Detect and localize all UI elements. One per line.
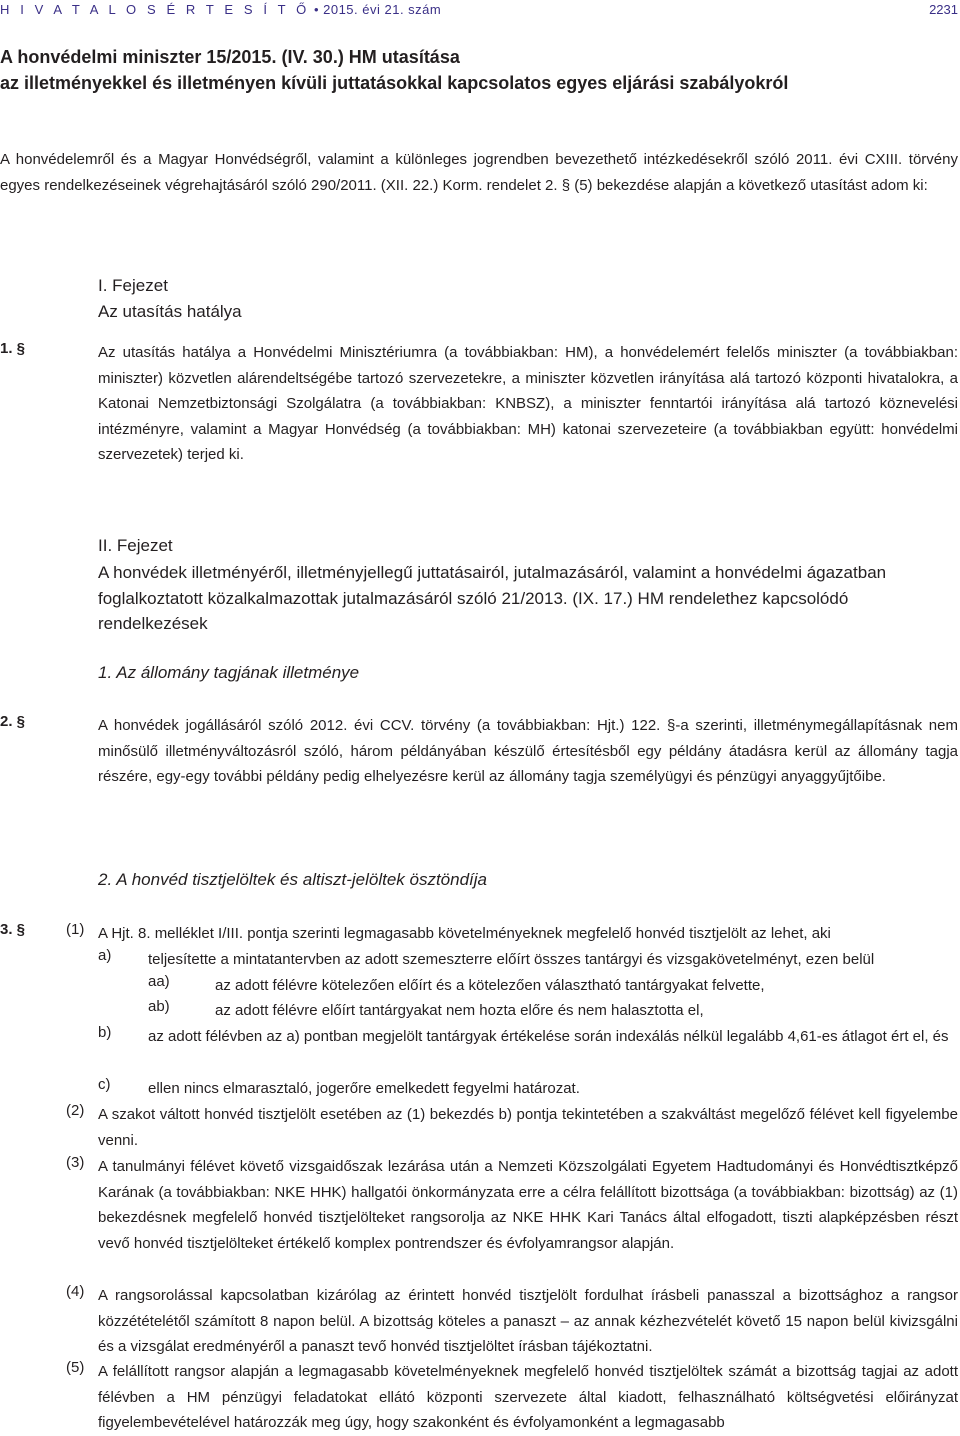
publication-name: H I V A T A L O S É R T E S Í T Ő: [0, 2, 310, 17]
paragraph-2-text: A szakot váltott honvéd tisztjelölt esetében az (1) bekezdés b) pontja tekintetében a szakváltást megelőző félévet kell figyelembe venni.: [98, 1106, 958, 1149]
point-b-label: b): [98, 1024, 112, 1041]
point-c-label: c): [98, 1076, 111, 1093]
preamble: A honvédelemről és a Magyar Honvédségről, valamint a különleges jogrendben bevezethető intézkedésekről szóló 2011. évi CXIII. törvény egyes rendelkezéseinek végrehajtásáról szóló 290/2011. (XII. 22.) Korm. rendelet 2. § (5) bekezdése alapján a következő utasítást adom ki:: [0, 151, 958, 194]
section-1-text: Az utasítás hatálya a Honvédelmi Minisztériumra (a továbbiakban: HM), a honvédelemért felelős miniszter (a továbbiakban: miniszter) közvetlen alárendeltségébe tartozó szervezetekre, a miniszter közvetlen irányítása alá tartozó központi hivatalokra, a Katonai Nemzetbiztonsági Szolgálatra (a továbbiakban: KNBSZ), a miniszter fenntartói irányítása alá tartozó köznevelési intézményre, valamint a Magyar Honvédség (a továbbiakban: MH) katonai szervezeteire (a továbbiakban együtt: honvédelmi szervezetek) terjed ki.: [98, 344, 958, 463]
paragraph-1-label: (1): [66, 921, 85, 938]
point-ab-label: ab): [148, 998, 170, 1015]
point-b-text: az adott félévben az a) pontban megjelölt tantárgyak értékelése során indexálás nélkül legalább 4,61-es átlagot ért el, és: [148, 1028, 949, 1045]
subtitle-1: 1. Az állomány tagjának illetménye: [98, 663, 360, 682]
paragraph-5-text: A felállított rangsor alapján a legmagasabb követelményeknek megfelelő honvéd tisztjelöltek számát a bizottság tagjai az adott félévben a HM pénzügyi feladatokat ellátó központi szervezete által kiadott, felhasználható költségvetési előirányzat figyelembevételével határozzák meg úgy, hogy szakonként és évfolyamonként a legmagasabb: [98, 1363, 958, 1431]
point-c-text: ellen nincs elmarasztaló, jogerőre emelkedett fegyelmi határozat.: [148, 1080, 580, 1097]
section-2-number: 2. §: [0, 713, 26, 730]
chapter-2-number: II. Fejezet: [98, 536, 173, 555]
point-a-label: a): [98, 947, 112, 964]
subtitle-2: 2. A honvéd tisztjelöltek és altiszt-jelöltek ösztöndíja: [98, 870, 487, 889]
title-line-1: A honvédelmi miniszter 15/2015. (IV. 30.) HM utasítása: [0, 47, 460, 67]
paragraph-3-text: A tanulmányi félévet követő vizsgaidőszak lezárása után a Nemzeti Közszolgálati Egyetem Hadtudományi és Honvédtisztképző Karának (a továbbiakban: NKE HHK) hallgatói önkormányzata erre a célra felállított bizottsága (a továbbiakban: bizottság) az (1) bekezdésnek megfelelő honvéd tisztjelölteket rangsorolja az NKE HHK Kari Tanács által elfogadott, tiszti alapképzésben részt vevő honvéd tisztjelölteket értékelő komplex pontrendszer és évfolyamrangsor alapján.: [98, 1158, 958, 1252]
section-2-text: A honvédek jogállásáról szóló 2012. évi CCV. törvény (a továbbiakban: Hjt.) 122. §-a szerinti, illetménymegállapításnak nem minősülő illetményváltozásról szóló, három példányában készülő értesítésből egy példány átadásra kerül az állomány tagja részére, egy-egy további példány pedig elhelyezésre kerül az állomány tagja személyügyi és pénzügyi anyaggyűjtőibe.: [98, 717, 958, 785]
paragraph-2-label: (2): [66, 1102, 85, 1119]
bullet-separator: •: [313, 2, 324, 17]
paragraph-4-label: (4): [66, 1283, 85, 1300]
paragraph-5-label: (5): [66, 1359, 85, 1376]
chapter-1-number: I. Fejezet: [98, 276, 168, 295]
chapter-1-title: Az utasítás hatálya: [98, 302, 242, 321]
point-aa-label: aa): [148, 973, 170, 990]
point-aa-text: az adott félévre kötelezően előírt és a kötelezően választható tantárgyakat felvette,: [215, 977, 765, 994]
title-line-2: az illetményekkel és illetményen kívüli juttatásokkal kapcsolatos egyes eljárási szabályokról: [0, 73, 789, 93]
running-header: [0, 0, 960, 20]
section-3-number: 3. §: [0, 921, 26, 938]
page-number: 2231: [929, 2, 958, 17]
header-publication-line: [0, 2, 441, 17]
point-ab-text: az adott félévre előírt tantárgyakat nem hozta előre és nem halasztotta el,: [215, 1002, 704, 1019]
document-title: [0, 44, 960, 96]
paragraph-1-text: A Hjt. 8. melléklet I/III. pontja szerinti legmagasabb követelményeknek megfelelő honvéd tisztjelölt az lehet, aki: [98, 925, 831, 942]
chapter-2-title: A honvédek illetményéről, illetményjellegű juttatásairól, jutalmazásáról, valamint a honvédelmi ágazatban foglalkoztatott közalkalmazottak jutalmazásáról szóló 21/2013. (IX. 17.) HM rendelethez kapcsolódó rendelkezések: [98, 563, 887, 633]
issue-label: 2015. évi 21. szám: [323, 2, 442, 17]
paragraph-4-text: A rangsorolással kapcsolatban kizárólag az érintett honvéd tisztjelölt fordulhat írásbeli panasszal a bizottsághoz a rangsor közzétételétől számított 8 napon belül. A bizottság köteles a panaszt – az annak kézhezvételét követő 15 napon belül kivizsgálni és a vizsgálat eredményéről a panaszt tevő honvéd tisztjelöltet írásban tájékoztatni.: [98, 1287, 958, 1355]
point-a-text: teljesítette a mintatantervben az adott szemeszterre előírt összes tantárgyi és vizsgakövetelményt, ezen belül: [148, 951, 875, 968]
paragraph-3-label: (3): [66, 1154, 85, 1171]
section-1-number: 1. §: [0, 340, 26, 357]
